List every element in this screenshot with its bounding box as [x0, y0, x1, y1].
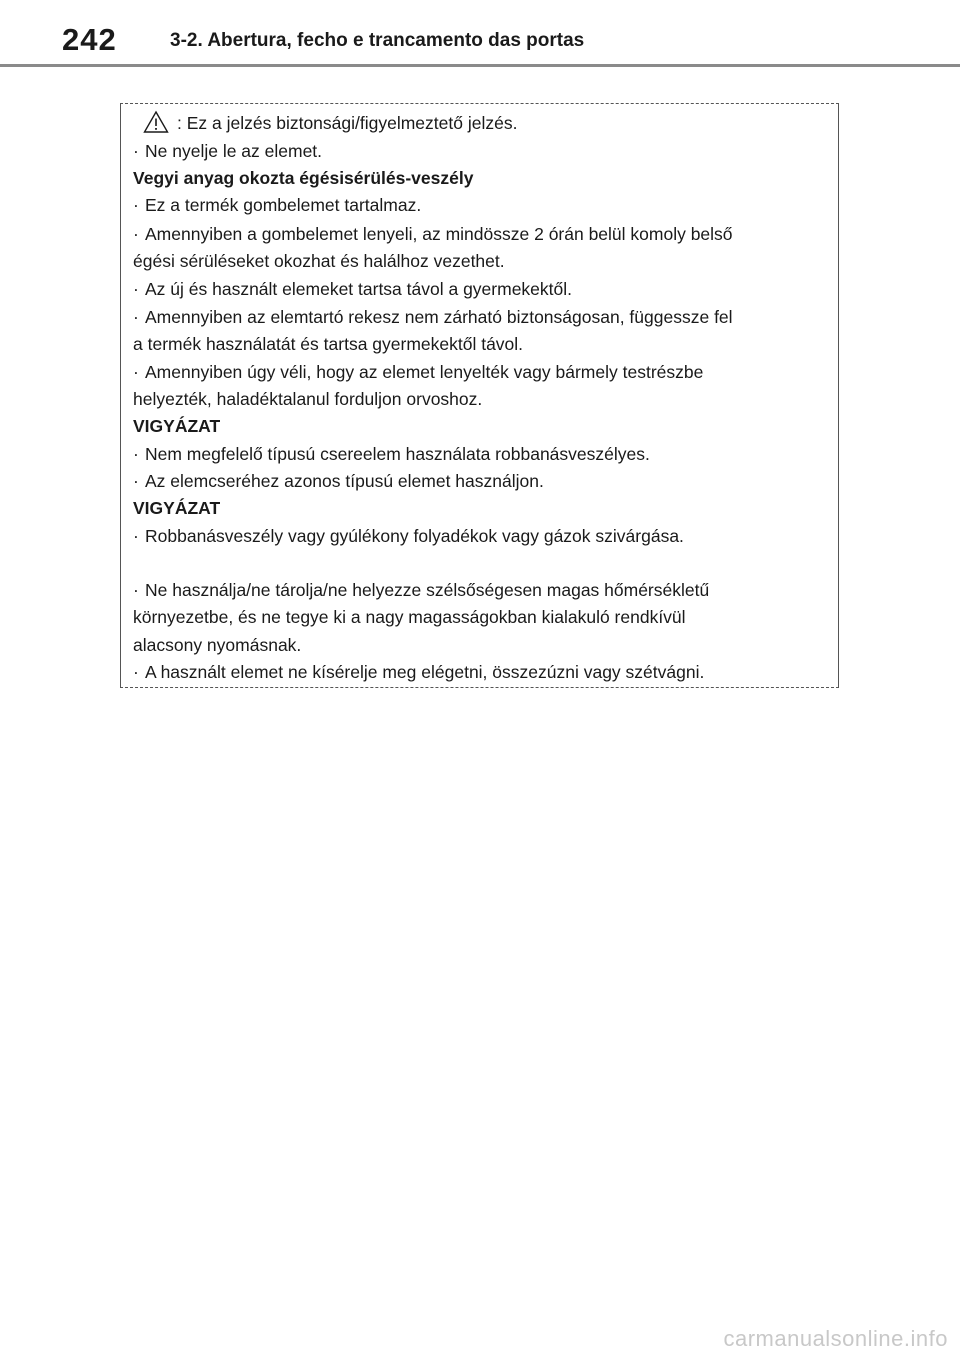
notice-line: · Amennyiben az elemtartó rekesz nem zárható biztonságosan, függessze fel — [133, 307, 733, 327]
notice-line: · Az új és használt elemeket tartsa távol a gyermekektől. — [133, 279, 573, 299]
battery-warning-box — [120, 103, 839, 688]
bullet-dot: · — [133, 362, 139, 382]
notice-heading: VIGYÁZAT — [133, 416, 221, 436]
notice-line-continuation: környezetbe, és ne tegye ki a nagy magasságokban kialakuló rendkívül — [133, 607, 686, 627]
notice-line-continuation: égési sérüléseket okozhat és halálhoz vezethet. — [133, 251, 505, 271]
bullet-dot: · — [133, 195, 139, 215]
bullet-dot: · — [133, 662, 139, 682]
notice-line: · Nem megfelelő típusú csereelem használata robbanásveszélyes. — [133, 444, 650, 464]
notice-line: · Ne használja/ne tárolja/ne helyezze szélsőségesen magas hőmérsékletű — [133, 580, 710, 600]
notice-line: · Ne nyelje le az elemet. — [133, 141, 323, 161]
notice-line: · Amennyiben a gombelemet lenyeli, az mindössze 2 órán belül komoly belső — [133, 224, 733, 244]
warning-legend: : Ez a jelzés biztonsági/figyelmeztető jelzés. — [177, 113, 518, 133]
bullet-dot: · — [133, 279, 139, 299]
notice-line: · Robbanásveszély vagy gyúlékony folyadékok vagy gázok szivárgása. — [133, 526, 684, 546]
bullet-dot: · — [133, 444, 139, 464]
bullet-dot: · — [133, 580, 139, 600]
bullet-dot: · — [133, 307, 139, 327]
bullet-dot: · — [133, 224, 139, 244]
bullet-dot: · — [133, 526, 139, 546]
notice-line: · A használt elemet ne kísérelje meg elégetni, összezúzni vagy szétvágni. — [133, 662, 705, 682]
notice-line-continuation: helyezték, haladéktalanul forduljon orvoshoz. — [133, 389, 483, 409]
page-number: 242 — [62, 22, 117, 57]
notice-heading: VIGYÁZAT — [133, 498, 221, 518]
page-header — [0, 0, 960, 66]
notice-line-continuation: alacsony nyomásnak. — [133, 635, 302, 655]
notice-line-continuation: a termék használatát és tartsa gyermekektől távol. — [133, 334, 524, 354]
section-title: 3-2. Abertura, fecho e trancamento das portas — [170, 30, 585, 51]
notice-line: · Amennyiben úgy véli, hogy az elemet lenyelték vagy bármely testrészbe — [133, 362, 704, 382]
bullet-dot: · — [133, 141, 139, 161]
notice-heading: Vegyi anyag okozta égésisérülés-veszély — [133, 168, 474, 188]
notice-line: · Az elemcseréhez azonos típusú elemet használjon. — [133, 471, 544, 491]
bullet-dot: · — [133, 471, 139, 491]
footer-watermark: carmanualsonline.info — [723, 1326, 948, 1351]
warning-triangle-icon — [143, 110, 169, 134]
header-divider — [0, 64, 960, 67]
notice-line: · Ez a termék gombelemet tartalmaz. — [133, 195, 422, 215]
